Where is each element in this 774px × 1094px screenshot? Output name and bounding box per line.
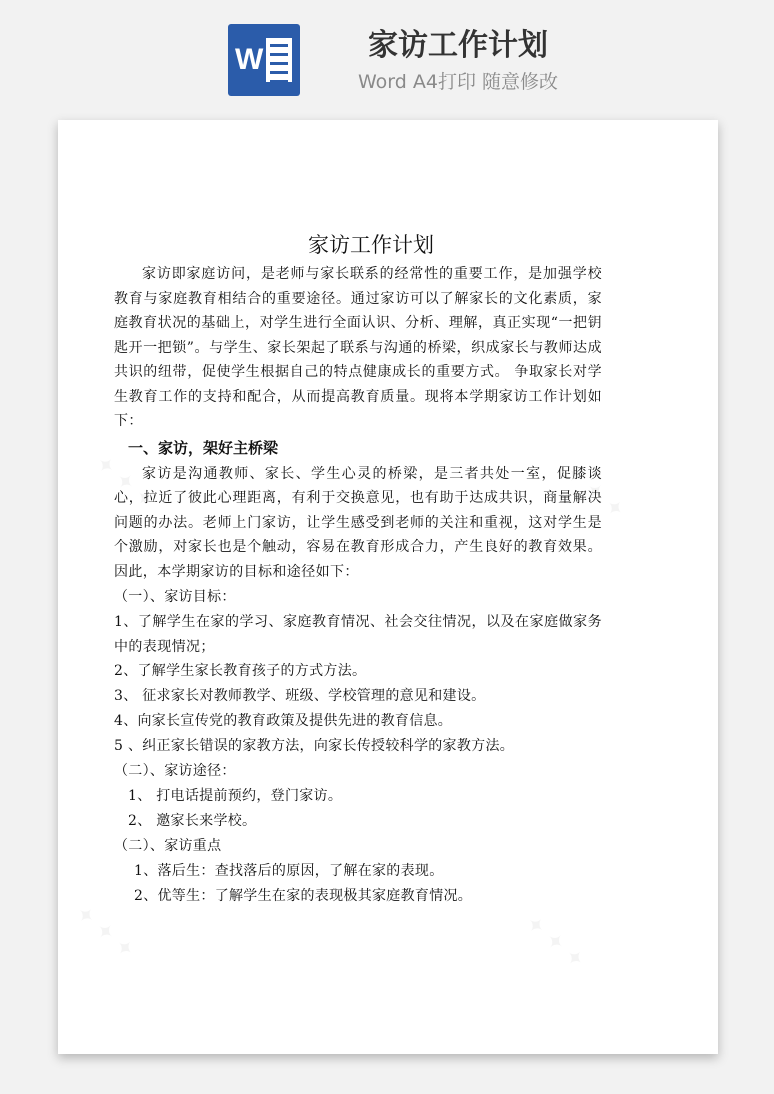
ways-heading: （二）、家访途径：	[114, 763, 236, 779]
word-icon-lines	[266, 38, 292, 82]
goal-item: 4、向家长宣传党的教育政策及提供先进的教育信息。	[114, 713, 453, 729]
way-item: 2、 邀家长来学校。	[128, 813, 257, 829]
banner	[0, 0, 774, 110]
section-paragraph: 家访是沟通教师、家长、学生心灵的桥梁，是三者共处一室，促膝谈心，拉近了彼此心理距离，有利于交换意见，也有助于达成共识，商量解决问题的办法。老师上门家访，让学生感受到老师的关注和重视，这对学生是个激励，对家长也是个触动，容易在教育形成合力，产生良好的教育效果。因此，本学期家访的目标和途径如下：	[114, 465, 602, 580]
document-title: 家访工作计划	[308, 233, 434, 257]
goal-item: 5 、纠正家长错误的家教方法，向家长传授较科学的家教方法。	[114, 738, 515, 754]
word-icon-letter: W	[235, 43, 264, 76]
goals-heading: （一）、家访目标：	[114, 589, 236, 605]
goal-item: 1、了解学生在家的学习、家庭教育情况、社会交往情况，以及在家庭做家务中的表现情况；	[114, 614, 602, 655]
focus-heading: （二）、家访重点	[114, 838, 222, 854]
banner-title: 家访工作计划	[368, 28, 548, 63]
document-content	[114, 228, 602, 909]
way-item: 1、 打电话提前预约，登门家访。	[128, 788, 343, 804]
word-icon	[228, 24, 300, 96]
intro-paragraph: 家访即家庭访问，是老师与家长联系的经常性的重要工作，是加强学校教育与家庭教育相结合的重要途径。通过家访可以了解家长的文化素质，家庭教育状况的基础上，对学生进行全面认识、分析、理解，真正实现“一把钥匙开一把锁”。与学生、家长架起了联系与沟通的桥梁，织成家长与教师达成共识的纽带，促使学生根据自己的特点健康成长的重要方式。 争取家长对学生教育工作的支持和配合，从而提高教育质量。现将本学期家访工作计划如下：	[114, 266, 602, 429]
goal-item: 3、 征求家长对教师教学、班级、学校管理的意见和建设。	[114, 688, 486, 704]
section-heading: 一、家访，架好主桥梁	[128, 438, 279, 457]
focus-item: 2、优等生：了解学生在家的表现极其家庭教育情况。	[134, 888, 473, 904]
focus-item: 1、落后生：查找落后的原因，了解在家的表现。	[134, 863, 444, 879]
banner-subtitle: Word A4打印 随意修改	[357, 71, 558, 93]
goal-item: 2、了解学生家长教育孩子的方式方法。	[114, 663, 367, 679]
